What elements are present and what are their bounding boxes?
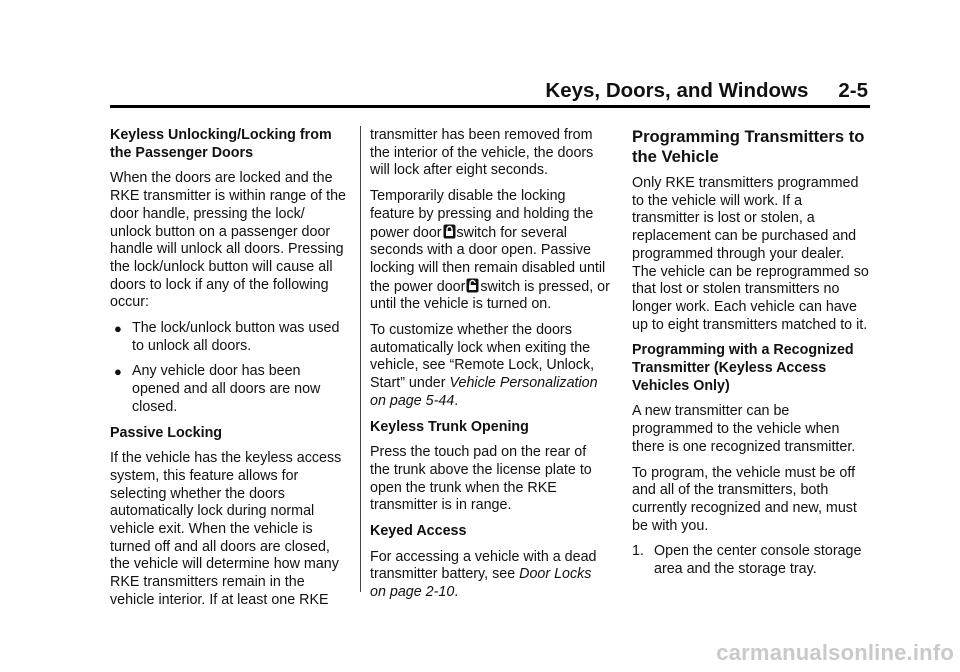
subheading-programming-recognized: Programming with a Recognized Transmitter (Keyless Access Vehicles Only) <box>632 342 854 394</box>
subheading-keyed-access: Keyed Access <box>370 523 467 540</box>
paragraph-text: For accessing a vehicle with a dead transmitter battery, see <box>370 548 597 583</box>
step-text: Open the center console storage area and the storage tray. <box>654 543 862 578</box>
subheading-keyless-unlocking: Keyless Unlocking/Locking from the Passenger Doors <box>110 127 332 161</box>
paragraph: When the doors are locked and the RKE transmitter is within range of the door handle, pressing the lock/ unlock button on a passenger door handle will unlock all doors. Pressing the lock/unlock button will cause all doors to lock if any of the following occur: <box>110 170 346 311</box>
paragraph: If the vehicle has the keyless access system, this feature allows for selecting whether the doors automatically lock during normal vehicle exit. When the vehicle is turned off and all doors are closed, the vehicle will determine how many RKE transmitters remain in the vehicle interior. If at least one RKE <box>110 450 342 608</box>
header-rule <box>110 105 870 108</box>
paragraph <box>370 322 610 411</box>
list-item <box>110 363 350 416</box>
paragraph: To program, the vehicle must be off and all of the transmitters, both currently recognized and new, must be with you. <box>632 464 857 534</box>
paragraph: A new transmitter can be programmed to the vehicle when there is one recognized transmitter. <box>632 403 856 455</box>
list-item-text: Any vehicle door has been opened and all doors are now closed. <box>132 363 321 415</box>
page-number: 2-5 <box>838 79 868 102</box>
column-divider <box>360 126 361 592</box>
paragraph: transmitter has been removed from the interior of the vehicle, the doors will lock after eight seconds. <box>370 127 594 179</box>
page-header <box>110 79 868 103</box>
paragraph <box>370 188 610 314</box>
cross-reference-link[interactable]: Vehicle Personalization on page 5-44 <box>370 375 598 409</box>
cross-reference-link[interactable]: Door Locks on page 2-10 <box>370 566 592 601</box>
paragraph: Only RKE transmitters programmed to the vehicle will work. If a transmitter is lost or stolen, a replacement can be purchased and programmed through your dealer. The vehicle can be reprogrammed so that lost or stolen transmitters no longer work. Each vehicle can have up to eight transmitters matched to it. <box>632 175 869 333</box>
watermark: carmanualsonline.info <box>716 640 954 665</box>
paragraph-text: switch is pressed, or until the vehicle is turned on. <box>370 278 610 313</box>
paragraph-text: . <box>454 392 459 409</box>
paragraph-text: switch for several seconds with a door open. Passive locking will then remain disabled until the power door <box>370 224 606 295</box>
bullet-icon: ● <box>114 364 122 380</box>
column-right <box>632 127 872 587</box>
paragraph-text: Temporarily disable the locking feature by pressing and holding the power door <box>370 188 594 241</box>
bullet-icon: ● <box>114 321 122 337</box>
section-title: Programming Transmitters to the Vehicle <box>632 127 865 166</box>
unlock-icon <box>466 278 479 293</box>
column-middle <box>370 127 610 610</box>
lock-icon <box>443 224 456 239</box>
paragraph-text: To customize whether the doors automatically lock when exiting the vehicle, see “Remote Lock, Unlock, Start” under <box>370 322 595 392</box>
subheading-keyless-trunk: Keyless Trunk Opening <box>370 418 529 435</box>
paragraph: Press the touch pad on the rear of the trunk above the license plate to open the trunk when the RKE transmitter is in range. <box>370 444 592 514</box>
subheading-passive-locking: Passive Locking <box>110 424 223 441</box>
paragraph <box>370 549 610 602</box>
list-item <box>110 320 350 355</box>
step-number: 1. <box>632 543 644 560</box>
column-left <box>110 127 350 618</box>
paragraph-text: . <box>454 584 459 601</box>
list-item-text: The lock/unlock button was used to unlock all doors. <box>132 320 340 354</box>
chapter-title: Keys, Doors, and Windows <box>545 79 809 102</box>
list-item <box>632 543 872 578</box>
